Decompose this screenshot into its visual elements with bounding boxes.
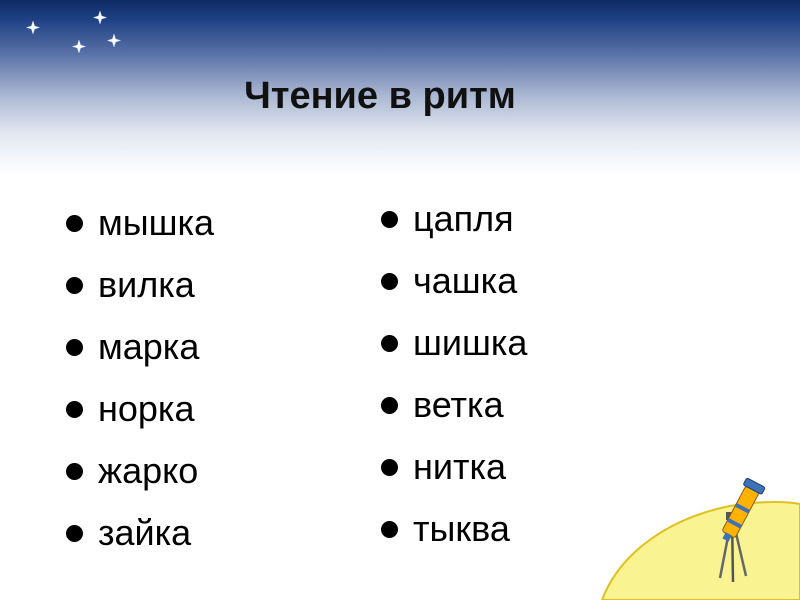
list-item xyxy=(66,316,214,378)
word-label: жарко xyxy=(98,450,199,491)
list-item xyxy=(66,192,214,254)
bullet-icon xyxy=(66,215,83,232)
word-label: тыква xyxy=(413,508,510,549)
slide-title: Чтение в ритм xyxy=(244,75,516,117)
right-word-list xyxy=(381,188,527,560)
bullet-icon xyxy=(66,277,83,294)
list-item xyxy=(381,312,527,374)
sparkle-star-icon xyxy=(27,21,40,34)
list-item xyxy=(381,498,527,560)
word-label: марка xyxy=(98,326,200,367)
bullet-icon xyxy=(381,211,398,228)
bullet-icon xyxy=(381,273,398,290)
sparkle-star-icon xyxy=(73,40,86,53)
word-label: цапля xyxy=(413,198,514,239)
bullet-icon xyxy=(381,335,398,352)
list-item xyxy=(66,502,214,564)
stars-decoration xyxy=(0,0,140,70)
left-word-list xyxy=(66,192,214,564)
list-item xyxy=(66,254,214,316)
word-label: мышка xyxy=(98,202,215,243)
sparkle-star-icon xyxy=(108,34,121,47)
bullet-icon xyxy=(66,463,83,480)
sparkle-star-icon xyxy=(94,11,107,24)
list-item xyxy=(66,440,214,502)
list-item xyxy=(381,436,527,498)
list-item xyxy=(66,378,214,440)
bullet-icon xyxy=(381,521,398,538)
word-label: нитка xyxy=(413,446,507,487)
bullet-icon xyxy=(381,459,398,476)
word-label: вилка xyxy=(98,264,195,305)
word-label: зайка xyxy=(98,512,192,553)
bullet-icon xyxy=(66,525,83,542)
bullet-icon xyxy=(66,339,83,356)
list-item xyxy=(381,188,527,250)
word-label: норка xyxy=(98,388,195,429)
word-label: шишка xyxy=(413,322,528,363)
word-label: ветка xyxy=(413,384,504,425)
telescope-on-hill-icon xyxy=(600,470,800,600)
list-item xyxy=(381,374,527,436)
bullet-icon xyxy=(381,397,398,414)
bullet-icon xyxy=(66,401,83,418)
list-item xyxy=(381,250,527,312)
hill-shape xyxy=(602,502,800,600)
word-label: чашка xyxy=(413,260,518,301)
